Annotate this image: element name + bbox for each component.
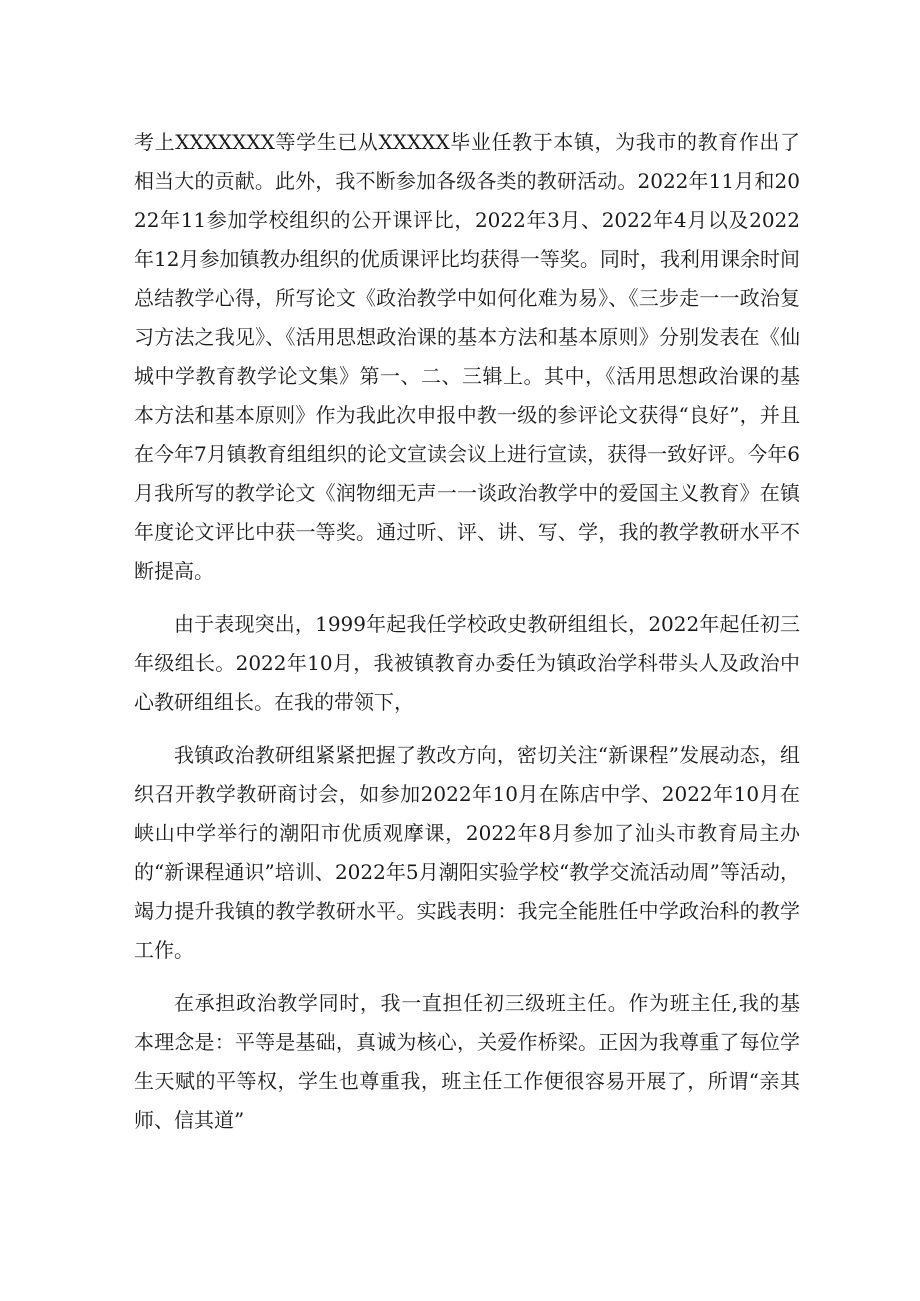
paragraph-1: 考上XXXXXXX等学生已从XXXXX毕业任教于本镇，为我市的教育作出了相当大的贡献。此外，我不断参加各级各类的教研活动。2022年11月和2022年11参加学校组织的公开课评比，2022年3月、2022年4月以及2022年12月参加镇教办组织的优质课评比均获得一等奖。同时，我利用课余时间总结教学心得，所写论文《政治教学中如何化难为易》、《三步走一一政治复习方法之我见》、《活用思想政治课的基本方法和基本原则》分别发表在《仙城中学教育教学论文集》第一、二、三辑上。其中，《活用思想政治课的基本方法和基本原则》作为我此次申报中教一级的参评论文获得“良好”，并且在今年7月镇教育组组织的论文宣读会议上进行宣读，获得一致好评。今年6月我所写的教学论文《润物细无声一一谈政治教学中的爱国主义教育》在镇年度论文评比中获一等奖。通过听、评、讲、写、学，我的教学教研水平不断提高。 bbox=[134, 130, 800, 583]
paragraph-4: 在承担政治教学同时，我一直担任初三级班主任。作为班主任,我的基本理念是：平等是基础，真诚为核心，关爱作桥梁。正因为我尊重了每位学生天赋的平等权，学生也尊重我，班主任工作便很容易开展了，所谓“亲其师、信其道” bbox=[134, 991, 800, 1132]
paragraph-3: 我镇政治教研组紧紧把握了教改方向，密切关注“新课程”发展动态，组织召开教学教研商讨会，如参加2022年10月在陈店中学、2022年10月在峡山中学举行的潮阳市优质观摩课，2022年8月参加了汕头市教育局主办的“新课程通识”培训、2022年5月潮阳实验学校“教学交流活动周”等活动，竭力提升我镇的教学教研水平。实践表明：我完全能胜任中学政治科的教学工作。 bbox=[134, 743, 800, 962]
document-body bbox=[134, 123, 800, 1140]
paragraph-2: 由于表现突出，1999年起我任学校政史教研组组长，2022年起任初三年级组长。2022年10月，我被镇教育办委任为镇政治学科带头人及政治中心教研组组长。在我的带领下， bbox=[134, 612, 800, 714]
